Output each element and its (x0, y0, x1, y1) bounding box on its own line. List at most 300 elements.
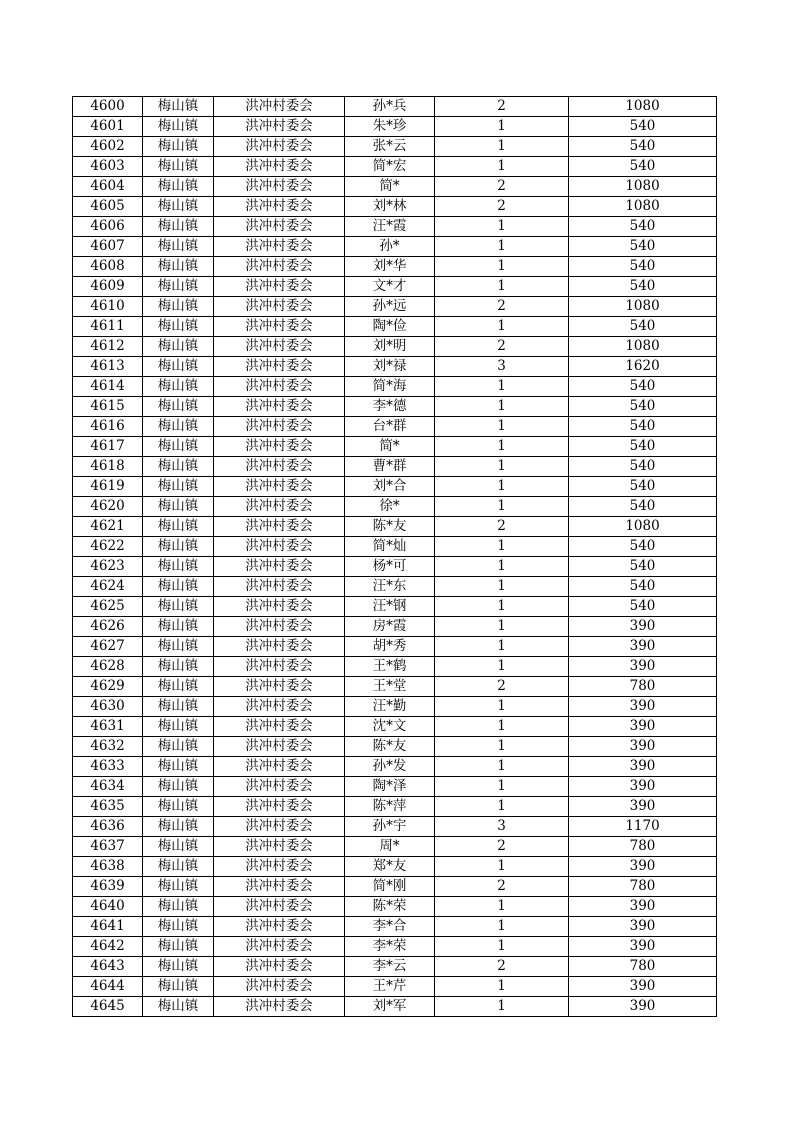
village-committee-cell: 洪冲村委会 (214, 557, 345, 577)
town-cell: 梅山镇 (143, 877, 214, 897)
count-cell: 1 (435, 277, 569, 297)
table-row (73, 537, 717, 557)
count-cell: 1 (435, 757, 569, 777)
row-number-cell: 4611 (73, 317, 143, 337)
count-cell: 2 (435, 177, 569, 197)
name-cell: 陈*友 (345, 517, 435, 537)
amount-cell: 540 (569, 377, 717, 397)
table-row (73, 357, 717, 377)
table-row (73, 977, 717, 997)
village-committee-cell: 洪冲村委会 (214, 357, 345, 377)
village-committee-cell: 洪冲村委会 (214, 997, 345, 1017)
row-number-cell: 4613 (73, 357, 143, 377)
amount-cell: 540 (569, 397, 717, 417)
count-cell: 1 (435, 657, 569, 677)
count-cell: 1 (435, 737, 569, 757)
row-number-cell: 4601 (73, 117, 143, 137)
village-committee-cell: 洪冲村委会 (214, 337, 345, 357)
village-committee-cell: 洪冲村委会 (214, 457, 345, 477)
count-cell: 1 (435, 437, 569, 457)
row-number-cell: 4606 (73, 217, 143, 237)
table-row (73, 817, 717, 837)
town-cell: 梅山镇 (143, 737, 214, 757)
count-cell: 3 (435, 357, 569, 377)
village-committee-cell: 洪冲村委会 (214, 917, 345, 937)
count-cell: 1 (435, 157, 569, 177)
name-cell: 文*才 (345, 277, 435, 297)
row-number-cell: 4631 (73, 717, 143, 737)
table-row (73, 517, 717, 537)
amount-cell: 1080 (569, 97, 717, 117)
table-row (73, 297, 717, 317)
count-cell: 1 (435, 217, 569, 237)
row-number-cell: 4625 (73, 597, 143, 617)
row-number-cell: 4629 (73, 677, 143, 697)
name-cell: 孙*发 (345, 757, 435, 777)
name-cell: 张*云 (345, 137, 435, 157)
amount-cell: 390 (569, 937, 717, 957)
table-row (73, 897, 717, 917)
count-cell: 2 (435, 517, 569, 537)
town-cell: 梅山镇 (143, 437, 214, 457)
count-cell: 1 (435, 417, 569, 437)
amount-cell: 540 (569, 237, 717, 257)
village-committee-cell: 洪冲村委会 (214, 277, 345, 297)
row-number-cell: 4640 (73, 897, 143, 917)
row-number-cell: 4641 (73, 917, 143, 937)
name-cell: 孙*兵 (345, 97, 435, 117)
town-cell: 梅山镇 (143, 277, 214, 297)
count-cell: 1 (435, 597, 569, 617)
count-cell: 1 (435, 317, 569, 337)
table-row (73, 457, 717, 477)
amount-cell: 780 (569, 677, 717, 697)
count-cell: 1 (435, 777, 569, 797)
count-cell: 1 (435, 697, 569, 717)
table-row (73, 997, 717, 1017)
amount-cell: 540 (569, 557, 717, 577)
row-number-cell: 4620 (73, 497, 143, 517)
name-cell: 简*刚 (345, 877, 435, 897)
row-number-cell: 4608 (73, 257, 143, 277)
name-cell: 王*鹤 (345, 657, 435, 677)
count-cell: 1 (435, 377, 569, 397)
row-number-cell: 4636 (73, 817, 143, 837)
table-row (73, 397, 717, 417)
amount-cell: 1080 (569, 177, 717, 197)
amount-cell: 540 (569, 277, 717, 297)
name-cell: 汪*东 (345, 577, 435, 597)
table-row (73, 737, 717, 757)
table-row (73, 497, 717, 517)
row-number-cell: 4643 (73, 957, 143, 977)
amount-cell: 390 (569, 977, 717, 997)
table-row (73, 257, 717, 277)
town-cell: 梅山镇 (143, 797, 214, 817)
name-cell: 胡*秀 (345, 637, 435, 657)
count-cell: 1 (435, 717, 569, 737)
row-number-cell: 4645 (73, 997, 143, 1017)
name-cell: 刘*林 (345, 197, 435, 217)
town-cell: 梅山镇 (143, 977, 214, 997)
amount-cell: 780 (569, 837, 717, 857)
name-cell: 简*灿 (345, 537, 435, 557)
amount-cell: 390 (569, 777, 717, 797)
town-cell: 梅山镇 (143, 657, 214, 677)
name-cell: 周* (345, 837, 435, 857)
village-committee-cell: 洪冲村委会 (214, 397, 345, 417)
row-number-cell: 4609 (73, 277, 143, 297)
town-cell: 梅山镇 (143, 557, 214, 577)
town-cell: 梅山镇 (143, 757, 214, 777)
table-row (73, 557, 717, 577)
village-committee-cell: 洪冲村委会 (214, 617, 345, 637)
count-cell: 1 (435, 497, 569, 517)
count-cell: 1 (435, 457, 569, 477)
count-cell: 2 (435, 877, 569, 897)
village-committee-cell: 洪冲村委会 (214, 597, 345, 617)
table-row (73, 337, 717, 357)
village-committee-cell: 洪冲村委会 (214, 217, 345, 237)
town-cell: 梅山镇 (143, 817, 214, 837)
row-number-cell: 4644 (73, 977, 143, 997)
count-cell: 1 (435, 237, 569, 257)
town-cell: 梅山镇 (143, 677, 214, 697)
village-committee-cell: 洪冲村委会 (214, 737, 345, 757)
name-cell: 汪*钢 (345, 597, 435, 617)
amount-cell: 390 (569, 717, 717, 737)
name-cell: 杨*可 (345, 557, 435, 577)
table-row (73, 857, 717, 877)
name-cell: 孙*宇 (345, 817, 435, 837)
row-number-cell: 4604 (73, 177, 143, 197)
name-cell: 李*合 (345, 917, 435, 937)
amount-cell: 1170 (569, 817, 717, 837)
village-committee-cell: 洪冲村委会 (214, 877, 345, 897)
amount-cell: 390 (569, 637, 717, 657)
amount-cell: 780 (569, 957, 717, 977)
row-number-cell: 4618 (73, 457, 143, 477)
village-committee-cell: 洪冲村委会 (214, 317, 345, 337)
town-cell: 梅山镇 (143, 457, 214, 477)
town-cell: 梅山镇 (143, 117, 214, 137)
town-cell: 梅山镇 (143, 637, 214, 657)
row-number-cell: 4619 (73, 477, 143, 497)
town-cell: 梅山镇 (143, 997, 214, 1017)
row-number-cell: 4621 (73, 517, 143, 537)
table-row (73, 657, 717, 677)
amount-cell: 540 (569, 537, 717, 557)
amount-cell: 390 (569, 917, 717, 937)
table-row (73, 177, 717, 197)
amount-cell: 1080 (569, 197, 717, 217)
table-row (73, 877, 717, 897)
amount-cell: 390 (569, 757, 717, 777)
village-committee-cell: 洪冲村委会 (214, 697, 345, 717)
table-row (73, 377, 717, 397)
table-row (73, 597, 717, 617)
amount-cell: 540 (569, 217, 717, 237)
village-committee-cell: 洪冲村委会 (214, 857, 345, 877)
town-cell: 梅山镇 (143, 417, 214, 437)
name-cell: 陈*友 (345, 737, 435, 757)
data-table (72, 96, 717, 1017)
town-cell: 梅山镇 (143, 217, 214, 237)
village-committee-cell: 洪冲村委会 (214, 537, 345, 557)
table-row (73, 697, 717, 717)
count-cell: 1 (435, 977, 569, 997)
name-cell: 刘*合 (345, 477, 435, 497)
count-cell: 2 (435, 97, 569, 117)
village-committee-cell: 洪冲村委会 (214, 777, 345, 797)
town-cell: 梅山镇 (143, 337, 214, 357)
amount-cell: 390 (569, 697, 717, 717)
row-number-cell: 4600 (73, 97, 143, 117)
town-cell: 梅山镇 (143, 857, 214, 877)
amount-cell: 390 (569, 617, 717, 637)
name-cell: 陈*萍 (345, 797, 435, 817)
name-cell: 房*霞 (345, 617, 435, 637)
row-number-cell: 4638 (73, 857, 143, 877)
amount-cell: 540 (569, 497, 717, 517)
count-cell: 1 (435, 397, 569, 417)
village-committee-cell: 洪冲村委会 (214, 657, 345, 677)
village-committee-cell: 洪冲村委会 (214, 937, 345, 957)
row-number-cell: 4622 (73, 537, 143, 557)
row-number-cell: 4626 (73, 617, 143, 637)
count-cell: 1 (435, 137, 569, 157)
count-cell: 2 (435, 837, 569, 857)
town-cell: 梅山镇 (143, 717, 214, 737)
amount-cell: 540 (569, 157, 717, 177)
name-cell: 简*海 (345, 377, 435, 397)
village-committee-cell: 洪冲村委会 (214, 97, 345, 117)
amount-cell: 390 (569, 897, 717, 917)
count-cell: 1 (435, 117, 569, 137)
count-cell: 1 (435, 617, 569, 637)
village-committee-cell: 洪冲村委会 (214, 117, 345, 137)
town-cell: 梅山镇 (143, 897, 214, 917)
table-row (73, 277, 717, 297)
name-cell: 汪*勤 (345, 697, 435, 717)
village-committee-cell: 洪冲村委会 (214, 897, 345, 917)
row-number-cell: 4617 (73, 437, 143, 457)
row-number-cell: 4615 (73, 397, 143, 417)
row-number-cell: 4632 (73, 737, 143, 757)
name-cell: 沈*文 (345, 717, 435, 737)
town-cell: 梅山镇 (143, 157, 214, 177)
town-cell: 梅山镇 (143, 617, 214, 637)
count-cell: 1 (435, 897, 569, 917)
village-committee-cell: 洪冲村委会 (214, 437, 345, 457)
name-cell: 刘*禄 (345, 357, 435, 377)
town-cell: 梅山镇 (143, 777, 214, 797)
amount-cell: 540 (569, 417, 717, 437)
table-row (73, 717, 717, 737)
count-cell: 1 (435, 537, 569, 557)
count-cell: 3 (435, 817, 569, 837)
town-cell: 梅山镇 (143, 957, 214, 977)
table-row (73, 637, 717, 657)
row-number-cell: 4602 (73, 137, 143, 157)
table-row (73, 677, 717, 697)
amount-cell: 540 (569, 317, 717, 337)
row-number-cell: 4627 (73, 637, 143, 657)
row-number-cell: 4635 (73, 797, 143, 817)
amount-cell: 1620 (569, 357, 717, 377)
town-cell: 梅山镇 (143, 197, 214, 217)
amount-cell: 540 (569, 457, 717, 477)
village-committee-cell: 洪冲村委会 (214, 577, 345, 597)
town-cell: 梅山镇 (143, 177, 214, 197)
row-number-cell: 4610 (73, 297, 143, 317)
village-committee-cell: 洪冲村委会 (214, 257, 345, 277)
amount-cell: 1080 (569, 517, 717, 537)
amount-cell: 390 (569, 997, 717, 1017)
table-row (73, 317, 717, 337)
town-cell: 梅山镇 (143, 917, 214, 937)
table-row (73, 797, 717, 817)
name-cell: 刘*军 (345, 997, 435, 1017)
name-cell: 李*德 (345, 397, 435, 417)
name-cell: 孙*远 (345, 297, 435, 317)
amount-cell: 390 (569, 797, 717, 817)
town-cell: 梅山镇 (143, 597, 214, 617)
row-number-cell: 4628 (73, 657, 143, 677)
table-row (73, 917, 717, 937)
table-row (73, 957, 717, 977)
amount-cell: 780 (569, 877, 717, 897)
amount-cell: 390 (569, 857, 717, 877)
village-committee-cell: 洪冲村委会 (214, 977, 345, 997)
row-number-cell: 4623 (73, 557, 143, 577)
town-cell: 梅山镇 (143, 697, 214, 717)
amount-cell: 1080 (569, 337, 717, 357)
row-number-cell: 4624 (73, 577, 143, 597)
table-row (73, 477, 717, 497)
town-cell: 梅山镇 (143, 237, 214, 257)
town-cell: 梅山镇 (143, 297, 214, 317)
amount-cell: 540 (569, 257, 717, 277)
name-cell: 汪*霞 (345, 217, 435, 237)
village-committee-cell: 洪冲村委会 (214, 177, 345, 197)
table-row (73, 237, 717, 257)
count-cell: 1 (435, 477, 569, 497)
town-cell: 梅山镇 (143, 97, 214, 117)
count-cell: 1 (435, 577, 569, 597)
name-cell: 刘*明 (345, 337, 435, 357)
town-cell: 梅山镇 (143, 257, 214, 277)
count-cell: 1 (435, 797, 569, 817)
count-cell: 2 (435, 337, 569, 357)
name-cell: 王*芹 (345, 977, 435, 997)
town-cell: 梅山镇 (143, 497, 214, 517)
count-cell: 1 (435, 997, 569, 1017)
table-row (73, 157, 717, 177)
town-cell: 梅山镇 (143, 377, 214, 397)
table-row (73, 97, 717, 117)
name-cell: 简* (345, 177, 435, 197)
amount-cell: 540 (569, 117, 717, 137)
name-cell: 王*堂 (345, 677, 435, 697)
village-committee-cell: 洪冲村委会 (214, 957, 345, 977)
table-row (73, 937, 717, 957)
town-cell: 梅山镇 (143, 477, 214, 497)
name-cell: 曹*群 (345, 457, 435, 477)
row-number-cell: 4612 (73, 337, 143, 357)
count-cell: 2 (435, 957, 569, 977)
table-row (73, 617, 717, 637)
town-cell: 梅山镇 (143, 517, 214, 537)
table-row (73, 197, 717, 217)
town-cell: 梅山镇 (143, 577, 214, 597)
name-cell: 朱*珍 (345, 117, 435, 137)
village-committee-cell: 洪冲村委会 (214, 497, 345, 517)
count-cell: 1 (435, 857, 569, 877)
town-cell: 梅山镇 (143, 317, 214, 337)
village-committee-cell: 洪冲村委会 (214, 137, 345, 157)
count-cell: 1 (435, 557, 569, 577)
table-row (73, 837, 717, 857)
name-cell: 陶*俭 (345, 317, 435, 337)
row-number-cell: 4614 (73, 377, 143, 397)
row-number-cell: 4634 (73, 777, 143, 797)
name-cell: 简* (345, 437, 435, 457)
town-cell: 梅山镇 (143, 937, 214, 957)
amount-cell: 390 (569, 657, 717, 677)
count-cell: 1 (435, 917, 569, 937)
name-cell: 郑*友 (345, 857, 435, 877)
row-number-cell: 4603 (73, 157, 143, 177)
count-cell: 2 (435, 677, 569, 697)
table-row (73, 777, 717, 797)
name-cell: 徐* (345, 497, 435, 517)
village-committee-cell: 洪冲村委会 (214, 157, 345, 177)
village-committee-cell: 洪冲村委会 (214, 797, 345, 817)
row-number-cell: 4633 (73, 757, 143, 777)
village-committee-cell: 洪冲村委会 (214, 757, 345, 777)
count-cell: 2 (435, 297, 569, 317)
table-row (73, 577, 717, 597)
count-cell: 1 (435, 637, 569, 657)
row-number-cell: 4642 (73, 937, 143, 957)
village-committee-cell: 洪冲村委会 (214, 837, 345, 857)
row-number-cell: 4639 (73, 877, 143, 897)
amount-cell: 540 (569, 577, 717, 597)
row-number-cell: 4605 (73, 197, 143, 217)
row-number-cell: 4607 (73, 237, 143, 257)
table-row (73, 757, 717, 777)
village-committee-cell: 洪冲村委会 (214, 717, 345, 737)
row-number-cell: 4637 (73, 837, 143, 857)
name-cell: 李*荣 (345, 937, 435, 957)
amount-cell: 390 (569, 737, 717, 757)
name-cell: 李*云 (345, 957, 435, 977)
name-cell: 台*群 (345, 417, 435, 437)
village-committee-cell: 洪冲村委会 (214, 417, 345, 437)
town-cell: 梅山镇 (143, 357, 214, 377)
village-committee-cell: 洪冲村委会 (214, 817, 345, 837)
village-committee-cell: 洪冲村委会 (214, 637, 345, 657)
count-cell: 1 (435, 937, 569, 957)
village-committee-cell: 洪冲村委会 (214, 197, 345, 217)
table-row (73, 217, 717, 237)
town-cell: 梅山镇 (143, 537, 214, 557)
table-row (73, 417, 717, 437)
town-cell: 梅山镇 (143, 837, 214, 857)
name-cell: 陶*泽 (345, 777, 435, 797)
row-number-cell: 4630 (73, 697, 143, 717)
